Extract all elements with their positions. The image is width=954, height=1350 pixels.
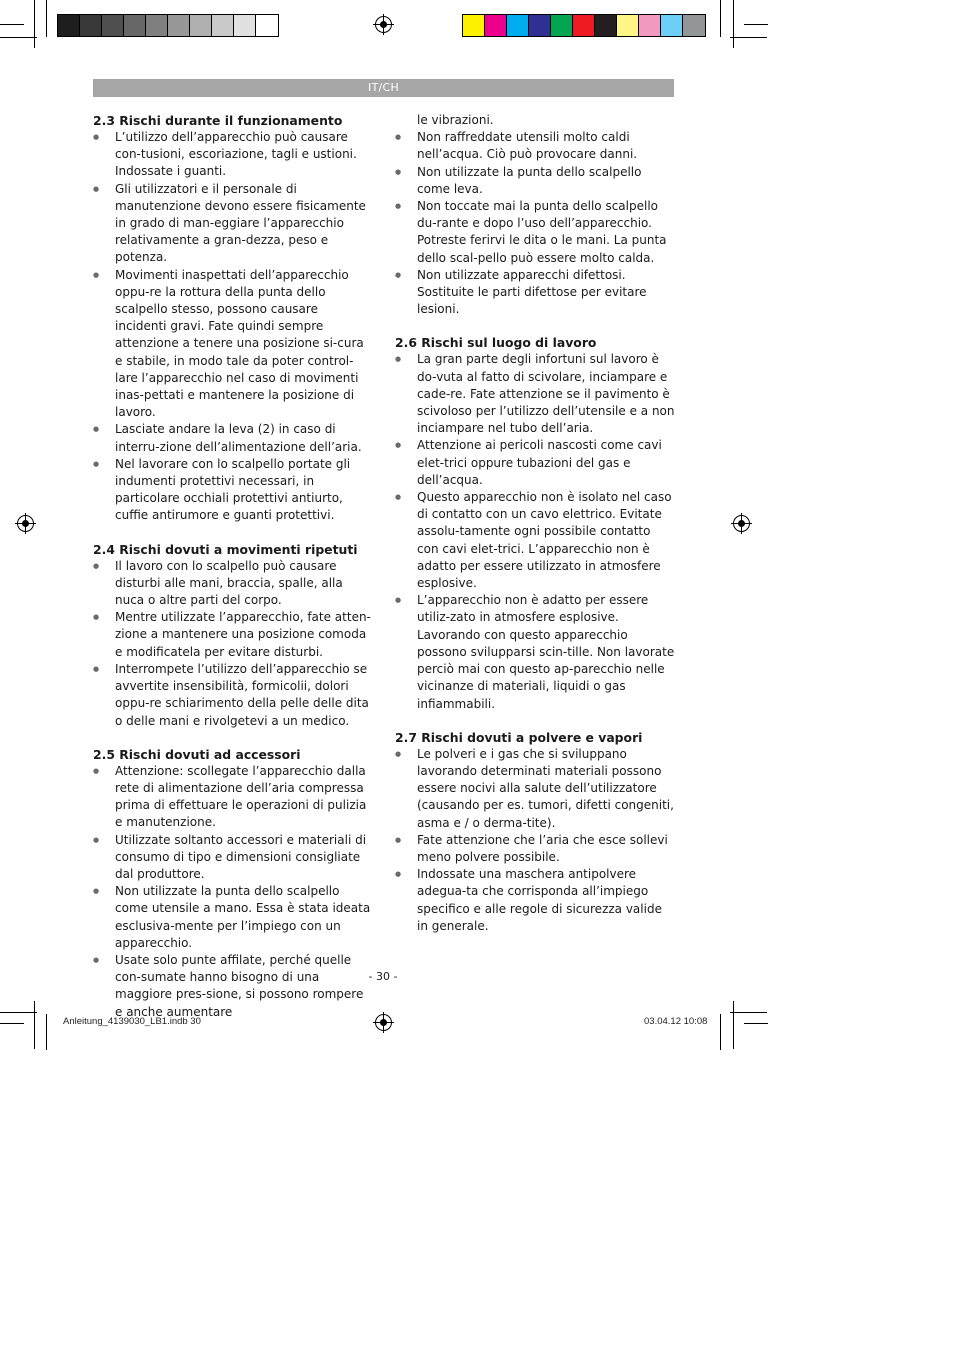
color-swatch	[661, 15, 683, 36]
grayscale-color-bar	[57, 14, 279, 37]
list-item: ● Questo apparecchio non è isolato nel caso di contatto con un cavo elettrico. Evitate assolu-tamente ogni possibile contatto con cavi elet-trici. L’apparecchio non è adatto per essere utilizzato in atmosfere esplosive.	[395, 489, 675, 592]
crop-mark	[0, 1012, 37, 1013]
list-item: ● Non raffreddate utensili molto caldi nell’acqua. Ciò può provocare danni.	[395, 129, 675, 163]
section-title: 2.4 Rischi dovuti a movimenti ripetuti	[93, 541, 358, 557]
list-item: ● Usate solo punte affilate, perché quelle con-sumate hanno bisogno di una maggiore pres-sione, si possono rompere e anche aumentare	[93, 952, 373, 1021]
color-swatch	[507, 15, 529, 36]
color-swatch	[683, 15, 705, 36]
color-swatch	[146, 15, 168, 36]
list-item: ● Nel lavorare con lo scalpello portate gli indumenti protettivi necessari, in particolare occhiali protettivi antiurto, cuffie antirumore e guanti protettivi.	[93, 456, 373, 525]
registration-mark-icon	[17, 515, 34, 532]
crop-mark	[720, 0, 721, 37]
list-item: ● Non utilizzate la punta dello scalpello come leva.	[395, 164, 675, 198]
section-title: 2.3 Rischi durante il funzionamento	[93, 113, 343, 128]
crop-mark	[744, 1023, 768, 1024]
crop-mark	[34, 1001, 35, 1049]
crop-mark	[733, 0, 734, 48]
bullet-list	[395, 351, 675, 712]
bullet-list	[395, 129, 675, 318]
crop-mark	[0, 37, 37, 38]
footer-filename: Anleitung_4139030_LB1.indb 30	[63, 1016, 201, 1027]
crop-mark	[730, 37, 767, 38]
registration-mark-icon	[375, 1014, 392, 1031]
language-header-band	[93, 79, 674, 97]
list-item: ● La gran parte degli infortuni sul lavoro è do-vuta al fatto di scivolare, inciampare e cade-re. Fate attenzione se il pavimento è scivoloso per l’utilizzo dell’utensile e a non inciampare nel tubo dell’aria.	[395, 351, 675, 437]
color-swatch	[595, 15, 617, 36]
section-title: 2.6 Rischi sul luogo di lavoro	[395, 335, 597, 351]
list-item: ● Gli utilizzatori e il personale di manutenzione devono essere fisicamente in grado di man-eggiare l’apparecchio relativamente a gran-dezza, peso e potenza.	[93, 181, 373, 267]
list-item: ● L’apparecchio non è adatto per essere utiliz-zato in atmosfere esplosive. Lavorando con questo apparecchio possono svilupparsi scin-tille. Non lavorate perciò mai con questo ap-parecchio nelle vicinanze di materiali, liquidi o gas infiammabili.	[395, 592, 675, 712]
list-item: ● L’utilizzo dell’apparecchio può causare con-tusioni, escoriazione, tagli e ustioni. Indossate i guanti.	[93, 129, 373, 181]
bullet-list	[395, 746, 675, 935]
section-title: 2.5 Rischi dovuti ad accessori	[93, 746, 301, 762]
right-column	[395, 112, 675, 951]
registration-mark-icon	[375, 16, 392, 33]
crop-mark	[46, 0, 47, 37]
left-column	[93, 112, 373, 1037]
color-swatch	[212, 15, 234, 36]
color-swatch	[639, 15, 661, 36]
bullet-list	[93, 129, 373, 525]
color-swatch	[58, 15, 80, 36]
list-item: ● Mentre utilizzate l’apparecchio, fate atten-zione a mantenere una posizione comoda e modificatela per evitare disturbi.	[93, 609, 373, 661]
color-swatch	[234, 15, 256, 36]
section-title: 2.7 Rischi dovuti a polvere e vapori	[395, 729, 643, 745]
crop-mark	[0, 24, 24, 25]
crop-mark	[46, 1014, 47, 1050]
list-item: ● Lasciate andare la leva (2) in caso di interru-zione dell’alimentazione dell’aria.	[93, 421, 373, 455]
crop-mark	[733, 1001, 734, 1049]
color-swatch	[551, 15, 573, 36]
color-swatch	[463, 15, 485, 36]
process-color-bar	[462, 14, 706, 37]
crop-mark	[744, 24, 768, 25]
list-item: ● Movimenti inaspettati dell’apparecchio oppu-re la rottura della punta dello scalpello stesso, possono causare incidenti gravi. Fate quindi sempre attenzione a tenere una posizione si-cura e stabile, in modo tale da poter control-lare l’apparecchio nel caso di movimenti inas-pettati e mantenere la posizione di lavoro.	[93, 267, 373, 422]
list-item: ● Non utilizzate la punta dello scalpello come utensile a mano. Essa è stata ideata esclusiva-mente per l’impiego con un apparecchio.	[93, 883, 373, 952]
color-swatch	[256, 15, 278, 36]
color-swatch	[573, 15, 595, 36]
page-number: - 30 -	[368, 970, 398, 983]
crop-mark	[34, 0, 35, 48]
list-item: ● Interrompete l’utilizzo dell’apparecchio se avvertite insensibilità, formicolii, dolori oppu-re schiarimento della pelle delle dita o delle mani e rivolgetevi a un medico.	[93, 661, 373, 730]
list-item: ● Le polveri e i gas che si sviluppano lavorando determinati materiali possono essere nocivi alla salute dell’utilizzatore (causando per es. tumori, difetti congeniti, asma e / o derma-tite).	[395, 746, 675, 832]
section	[93, 112, 373, 525]
list-item: ● Il lavoro con lo scalpello può causare disturbi alle mani, braccia, spalle, alla nuca o altre parti del corpo.	[93, 558, 373, 610]
footer-timestamp: 03.04.12 10:08	[644, 1016, 708, 1027]
color-swatch	[80, 15, 102, 36]
section	[395, 334, 675, 712]
registration-mark-icon	[733, 515, 750, 532]
list-item: ● Attenzione ai pericoli nascosti come cavi elet-trici oppure tubazioni del gas e dell’acqua.	[395, 437, 675, 489]
color-swatch	[617, 15, 639, 36]
list-item: ● Indossate una maschera antipolvere adegua-ta che corrisponda all’impiego specifico e alle regole di sicurezza valide in generale.	[395, 866, 675, 935]
continuation-text: le vibrazioni.	[417, 113, 494, 127]
crop-mark	[0, 1023, 24, 1024]
list-item: ● Fate attenzione che l’aria che esce sollevi meno polvere possibile.	[395, 832, 675, 866]
list-item: ● Attenzione: scollegate l’apparecchio dalla rete di alimentazione dell’aria compressa prima di effettuare le operazioni di pulizia e manutenzione.	[93, 763, 373, 832]
list-item: ● Non toccate mai la punta dello scalpello du-rante e dopo l’uso dell’apparecchio. Potreste ferirvi le dita o le mani. La punta dello scal-pello può essere molto calda.	[395, 198, 675, 267]
color-swatch	[124, 15, 146, 36]
section	[395, 729, 675, 935]
list-item: ● Utilizzate soltanto accessori e materiali di consumo di tipo e dimensioni consigliate dal produttore.	[93, 832, 373, 884]
language-label: IT/CH	[367, 81, 400, 94]
color-swatch	[190, 15, 212, 36]
section	[93, 541, 373, 730]
color-swatch	[529, 15, 551, 36]
color-swatch	[102, 15, 124, 36]
crop-mark	[720, 1014, 721, 1050]
color-swatch	[168, 15, 190, 36]
bullet-list	[93, 558, 373, 730]
crop-mark	[730, 1012, 767, 1013]
color-swatch	[485, 15, 507, 36]
list-item: ● Non utilizzate apparecchi difettosi. Sostituite le parti difettose per evitare lesioni.	[395, 267, 675, 319]
